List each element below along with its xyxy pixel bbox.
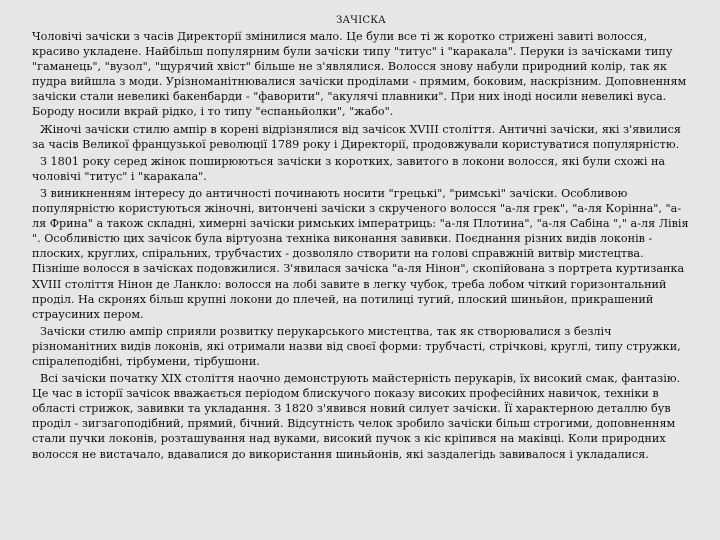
- page-title: ЗАЧІСКА: [336, 15, 386, 26]
- paragraph-1801-short-hair: З 1801 року серед жінок поширюються зачіски з коротких, завитого в локони волосся, які були схожі на чоловічі "титус" і "каракала".: [32, 154, 666, 183]
- paragraph-hairdressing-art: Зачіски стилю ампір сприяли розвитку перукарського мистецтва, так як створювалися з безліч різноманітних видів локонів, які отримали назви від своєї форми: трубчасті, стрічкові, круглі, типу стружки, спіралеподібні, тірбумени, тірбушони.: [32, 324, 681, 368]
- paragraph-men-hairstyles: Чоловічі зачіски з часів Директорії змінилися мало. Це були все ті ж коротко стрижені завиті волосся, красиво укладене. Найбільш популярним були зачіски типу "титус" і "каракала". Перуки із зачісками типу "гаманець", "вузол", "щурячий хвіст" більше не з'являлися. Волосся знову набули природний колір, так як пудра вийшла з моди. Урізноманітнювалися зачіски проділами - прямим, боковим, наскрізним. Доповненням зачіски стали невеликі бакенбарди - "фаворити", "акулячі плавники". При них іноді носили невеликі вуса. Бороду носили вкрай рідко, і то типу "еспаньйолки", "жабо".: [32, 30, 687, 119]
- paragraph-antique-styles: З виникненням інтересу до античності починають носити "грецькі", "римські" зачіски. Особливою популярністю користуються жіночні, витончені зачіски з скрученого волосся "а-ля грек", "а-ля Корінна", "а-ля Фрина" а також складні, химерні зачіски римських імператриць: "а-ля Плотина", "а-ля Сабіна "," а-ля Лівія ". Особливістю цих зачісок була віртуозна техніка виконання завивки. Поєднання різних видів локонів - плоских, круглих, спіральних, трубчастих - дозволяло створити на голові справжній витвір мистецтва. Пізніше волосся в зачісках подовжилися. З'явилася зачіска "а-ля Нінон", скопійована з портрета куртизанка XVIII століття Нінон де Ланкло: волосся на лобі завите в легку чубок, треба лобом чіткий горизонтальний проділ. На скронях більш крупні локони до плечей, на потилиці тугий, плоский шиньйон, прикрашений страусиних пером.: [32, 186, 689, 321]
- paragraph-empire-women: Жіночі зачіски стилю ампір в корені відрізнялися від зачісок XVIII століття. Античні зачіски, які з'явилися за часів Великої французької революції 1789 року і Директорії, продовжували користуватися популярністю.: [32, 122, 681, 151]
- paragraph-early-19th-century: Всі зачіски початку XIX століття наочно демонструють майстерність перукарів, їх високий смак, фантазію. Це час в історії зачісок вважається періодом блискучого показу високих професійних навичок, техніки в області стрижок, завивки та укладання. З 1820 з'явився новий силует зачіски. Її характерною деталлю був проділ - зигзагоподібний, прямий, бічний. Відсутність челок зробило зачіски більш строгими, доповненням стали пучки локонів, розташування над вуками, високий пучок з кіс кріпився на маківці. Коли природних волосся не вистачало, вдавалися до використання шиньйонів, які заздалегідь завивалося і укладалися.: [32, 372, 681, 461]
